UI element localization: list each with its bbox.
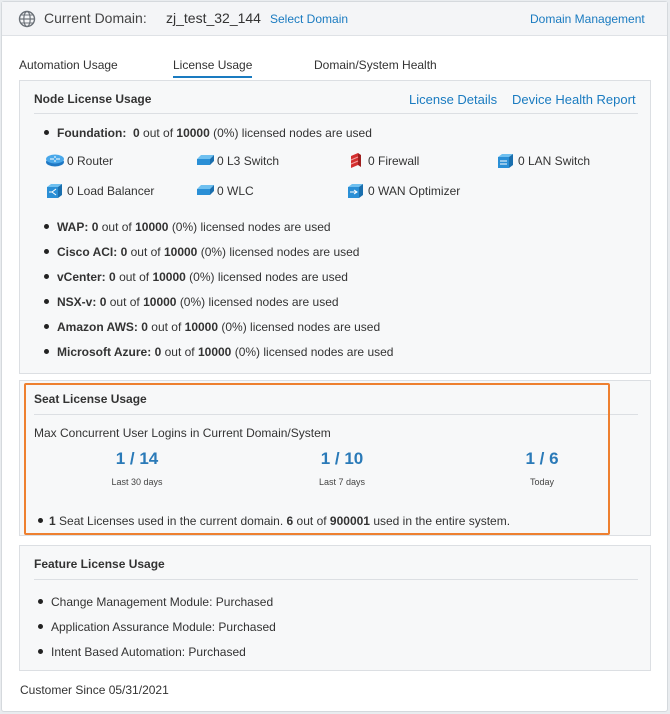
foundation-label: Foundation:: [57, 126, 127, 140]
current-domain-label: Current Domain:: [44, 10, 147, 26]
usage-tabs: [19, 58, 659, 78]
feature-license-title: Feature License Usage: [34, 557, 165, 571]
metric-last-7-days-value: 1 / 10: [320, 449, 364, 468]
current-domain-value: zj_test_32_144: [166, 10, 261, 26]
metric-last-7-days-label: Last 7 days: [318, 477, 366, 487]
seat-license-highlight: [24, 383, 610, 535]
feature-item: Application Assurance Module: Purchased: [38, 620, 276, 634]
feature-item: Intent Based Automation: Purchased: [38, 645, 246, 659]
license-usage-window: [1, 1, 668, 712]
tab-automation-usage[interactable]: Automation Usage: [19, 58, 118, 72]
seat-license-title: Seat License Usage: [34, 392, 147, 406]
wap-row: WAP: 0 out of 10000 (0%) licensed nodes are used: [44, 220, 331, 234]
load-balancer-icon: [45, 183, 65, 199]
feature-license-divider: [34, 579, 638, 580]
vcenter-row: vCenter: 0 out of 10000 (0%) licensed nodes are used: [44, 270, 348, 284]
metric-last-30-days-label: Last 30 days: [111, 477, 163, 487]
device-health-report-link[interactable]: Device Health Report: [512, 92, 636, 107]
tab-domain-system-health[interactable]: Domain/System Health: [314, 58, 437, 72]
domain-header: [2, 2, 667, 36]
feature-item: Change Management Module: Purchased: [38, 595, 273, 609]
cisco-aci-row: Cisco ACI: 0 out of 10000 (0%) licensed nodes are used: [44, 245, 359, 259]
foundation-total: 10000: [176, 126, 210, 140]
node-license-title: Node License Usage: [34, 92, 152, 106]
foundation-row: Foundation: 0 out of 10000 (0%) licensed nodes are used: [44, 126, 372, 140]
wan-optimizer-icon: [346, 183, 366, 199]
customer-since: Customer Since 05/31/2021: [20, 683, 169, 697]
nsx-v-row: NSX-v: 0 out of 10000 (0%) licensed nodes are used: [44, 295, 339, 309]
firewall-icon: [346, 153, 366, 169]
select-domain-link[interactable]: Select Domain: [270, 12, 349, 26]
metric-last-30-days-value: 1 / 14: [115, 449, 159, 468]
metric-today-label: Today: [529, 477, 555, 487]
globe-icon: [18, 10, 36, 28]
l3-switch-icon: [195, 153, 215, 167]
amazon-aws-row: Amazon AWS: 0 out of 10000 (0%) licensed nodes are used: [44, 320, 380, 334]
wlc-icon: [195, 183, 215, 197]
microsoft-azure-row: Microsoft Azure: 0 out of 10000 (0%) licensed nodes are used: [44, 345, 393, 359]
foundation-used: 0: [132, 126, 140, 140]
node-license-panel: Node License Usage License Details Device Health Report Foundation: 0 out of 10000 (0%) licensed nodes are used 0 Router 0 L3 Switch 0 Firewall 0 LAN Switch 0 Load Balancer 0 WLC 0 WAN Optimizer WAP: 0 out of 10000 (0%) licensed nodes are used Cisco ACI: 0 out of 10000 (0%) licensed nodes are used vCenter: 0 out of 10000 (0%) licensed nodes are used NSX-v: 0 out of 10000 (0%) licensed nodes are used Amazon AWS: 0 out of 10000 (0%) licensed nodes are used Microsoft Azure: 0 out of 10000 (0%) licensed nodes are used: [19, 80, 651, 374]
feature-license-panel: [19, 545, 651, 671]
lan-switch-icon: [496, 153, 516, 169]
seat-license-summary: 1 Seat Licenses used in the current domain. 6 out of 900001 used in the entire system.: [38, 514, 510, 528]
seat-license-subtitle: Max Concurrent User Logins in Current Domain/System: [34, 426, 331, 440]
tab-license-usage[interactable]: License Usage: [173, 58, 252, 78]
license-details-link[interactable]: License Details: [409, 92, 498, 107]
router-icon: [45, 153, 65, 167]
metric-today-value: 1 / 6: [525, 449, 559, 468]
node-license-divider: [34, 113, 638, 114]
domain-management-link[interactable]: Domain Management: [530, 12, 645, 26]
